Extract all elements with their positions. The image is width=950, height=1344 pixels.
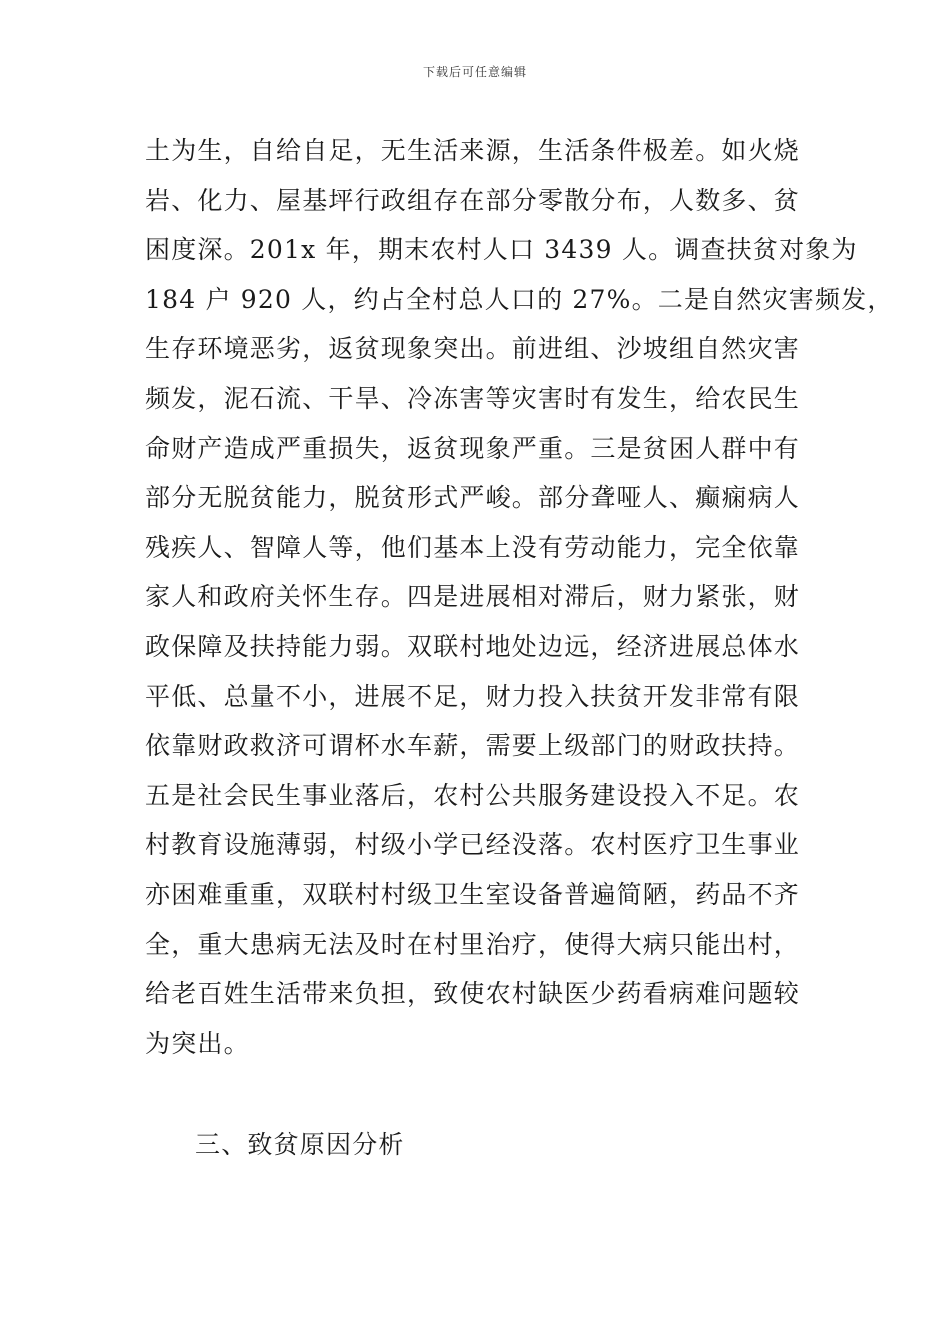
paragraph-line: 部分无脱贫能力，脱贫形式严峻。部分聋哑人、癫痫病人 (145, 483, 801, 513)
paragraph-line: 命财产造成严重损失，返贫现象严重。三是贫困人群中有 (145, 433, 801, 463)
paragraph-line: 政保障及扶持能力弱。双联村地处边远，经济进展总体水 (145, 631, 801, 661)
paragraph-line: 生存环境恶劣，返贫现象突出。前进组、沙坡组自然灾害 (145, 334, 801, 364)
paragraph-line: 岩、化力、屋基坪行政组存在部分零散分布，人数多、贫 (145, 185, 801, 215)
paragraph-line: 频发，泥石流、干旱、冷冻害等灾害时有发生，给农民生 (145, 383, 801, 413)
paragraph-line: 全，重大患病无法及时在村里治疗，使得大病只能出村， (145, 929, 801, 959)
paragraph-line: 村教育设施薄弱，村级小学已经没落。农村医疗卫生事业 (145, 830, 801, 860)
paragraph-line: 亦困难重重，双联村村级卫生室设备普遍简陋，药品不齐 (145, 879, 801, 909)
paragraph-line: 家人和政府关怀生存。四是进展相对滞后，财力紧张，财 (145, 582, 801, 612)
paragraph-line: 给老百姓生活带来负担，致使农村缺医少药看病难问题较 (145, 979, 801, 1009)
paragraph-line: 五是社会民生事业落后，农村公共服务建设投入不足。农 (145, 780, 801, 810)
section-heading: 三、致贫原因分析 (195, 1130, 405, 1159)
paragraph-line: 困度深。201x 年，期末农村人口 3439 人。调查扶贫对象为 (145, 235, 858, 265)
paragraph-line: 184 户 920 人，约占全村总人口的 27%。二是自然灾害频发， (145, 284, 894, 314)
paragraph-line: 平低、总量不小，进展不足，财力投入扶贫开发非常有限 (145, 681, 801, 711)
paragraph-line: 土为生，自给自足，无生活来源，生活条件极差。如火烧 (145, 136, 801, 165)
page-header-note: 下载后可任意编辑 (422, 65, 527, 79)
paragraph-line: 残疾人、智障人等，他们基本上没有劳动能力，完全依靠 (145, 532, 801, 562)
paragraph-line: 依靠财政救济可谓杯水车薪，需要上级部门的财政扶持。 (145, 731, 801, 761)
body-paragraph (145, 126, 894, 1068)
paragraph-line: 为突出。 (145, 1028, 250, 1058)
